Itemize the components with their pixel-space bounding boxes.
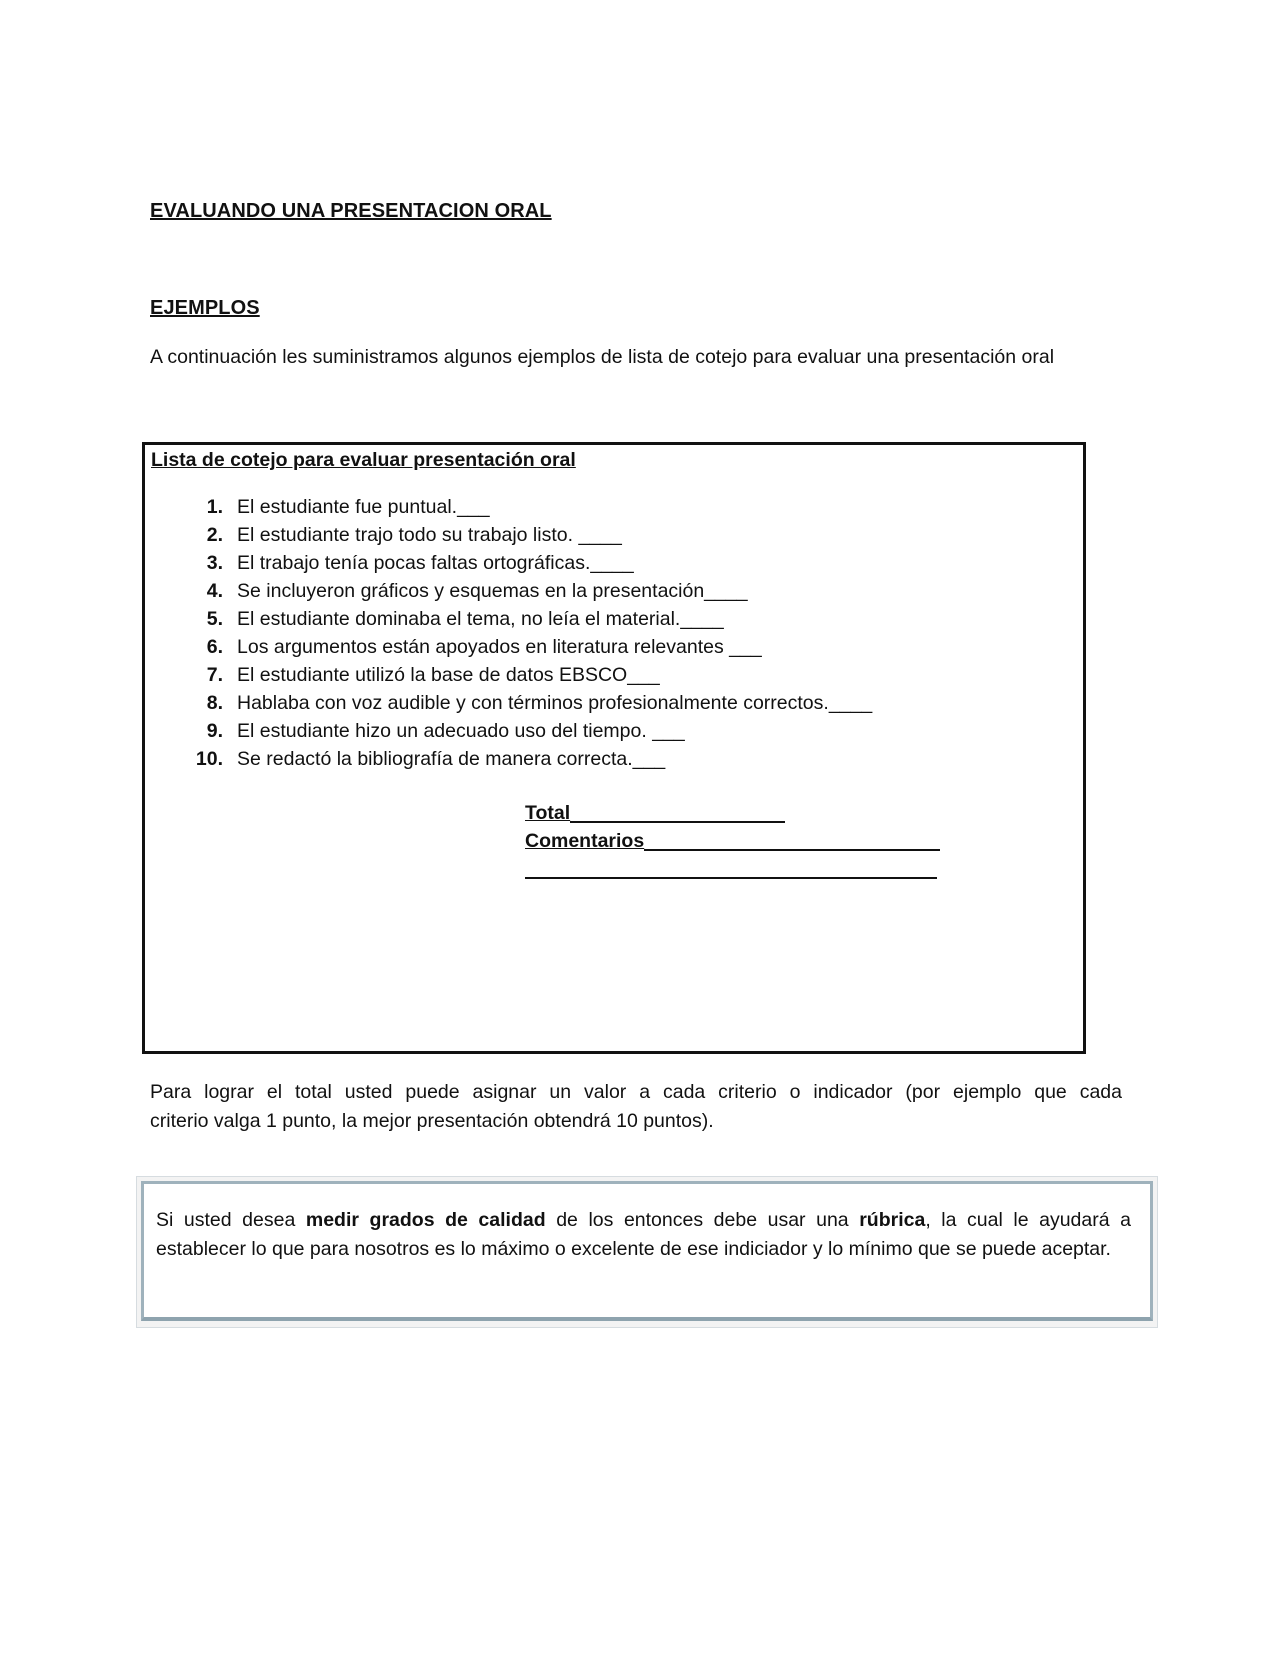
criteria-item — [185, 549, 872, 577]
callout-emphasis: rúbrica — [859, 1209, 926, 1231]
scoring-line-1: Para lograr el total usted puede asignar un valor a cada criterio o indicador (por ejemplo que cada — [150, 1081, 1122, 1103]
item-text: El estudiante fue puntual.___ — [237, 496, 490, 518]
criteria-item — [185, 633, 872, 661]
item-text: El trabajo tenía pocas faltas ortográficas.____ — [237, 552, 634, 574]
item-number: 2. — [206, 524, 223, 546]
callout-text — [156, 1206, 1131, 1264]
total-blank-line — [570, 799, 785, 823]
page-title: EVALUANDO UNA PRESENTACION ORAL — [150, 200, 552, 222]
callout-emphasis: medir grados de calidad — [305, 1209, 546, 1231]
callout-text-part: Si usted desea — [156, 1209, 306, 1231]
section-heading: EJEMPLOS — [150, 297, 260, 319]
criteria-item — [185, 745, 872, 773]
intro-paragraph: A continuación les suministramos algunos ejemplos de lista de cotejo para evaluar una presentación oral — [150, 346, 1055, 368]
comments-blank-line — [644, 827, 940, 851]
criteria-item — [185, 717, 872, 745]
item-number: 4. — [206, 580, 223, 602]
item-number: 10. — [195, 748, 223, 770]
score-summary — [525, 799, 940, 883]
item-number: 7. — [206, 664, 223, 686]
item-text: El estudiante hizo un adecuado uso del tiempo. ___ — [237, 720, 685, 742]
comments-extra-blank-line — [525, 855, 937, 879]
checklist-box — [142, 442, 1086, 1054]
scoring-line-2: criterio valga 1 punto, la mejor presentación obtendrá 10 puntos). — [150, 1110, 714, 1132]
criteria-item — [185, 493, 872, 521]
criteria-item — [185, 689, 872, 717]
total-label: Total — [525, 802, 571, 824]
comments-row — [525, 827, 940, 855]
item-number: 8. — [206, 692, 223, 714]
callout-frame — [141, 1181, 1153, 1321]
criteria-item — [185, 577, 872, 605]
item-text: Hablaba con voz audible y con términos profesionalmente correctos.____ — [237, 692, 873, 714]
item-text: Se incluyeron gráficos y esquemas en la presentación____ — [237, 580, 748, 602]
item-text: El estudiante trajo todo su trabajo listo. ____ — [237, 524, 622, 546]
criteria-item — [185, 521, 872, 549]
item-number: 9. — [206, 720, 223, 742]
item-number: 6. — [206, 636, 223, 658]
comments-label: Comentarios — [525, 830, 645, 852]
item-number: 1. — [206, 496, 223, 518]
item-text: Los argumentos están apoyados en literatura relevantes ___ — [237, 636, 762, 658]
total-row — [525, 799, 940, 827]
item-number: 5. — [206, 608, 223, 630]
callout-text-part: , la cual le ayudará a establecer lo que para nosotros es lo máximo o excelente de ese indiciador y lo mínimo que se puede aceptar. — [156, 1209, 1131, 1260]
checklist-title: Lista de cotejo para evaluar presentación oral — [151, 449, 576, 471]
callout-text-part: de los entonces debe usar una — [545, 1209, 860, 1231]
item-text: El estudiante dominaba el tema, no leía el material.____ — [237, 608, 724, 630]
item-number: 3. — [206, 552, 223, 574]
criteria-item — [185, 661, 872, 689]
item-text: Se redactó la bibliografía de manera correcta.___ — [237, 748, 666, 770]
item-text: El estudiante utilizó la base de datos EBSCO___ — [237, 664, 660, 686]
rubric-callout — [136, 1176, 1158, 1328]
comments-extra-row — [525, 855, 940, 883]
scoring-paragraph — [150, 1078, 1122, 1136]
criteria-item — [185, 605, 872, 633]
criteria-list — [185, 493, 872, 773]
